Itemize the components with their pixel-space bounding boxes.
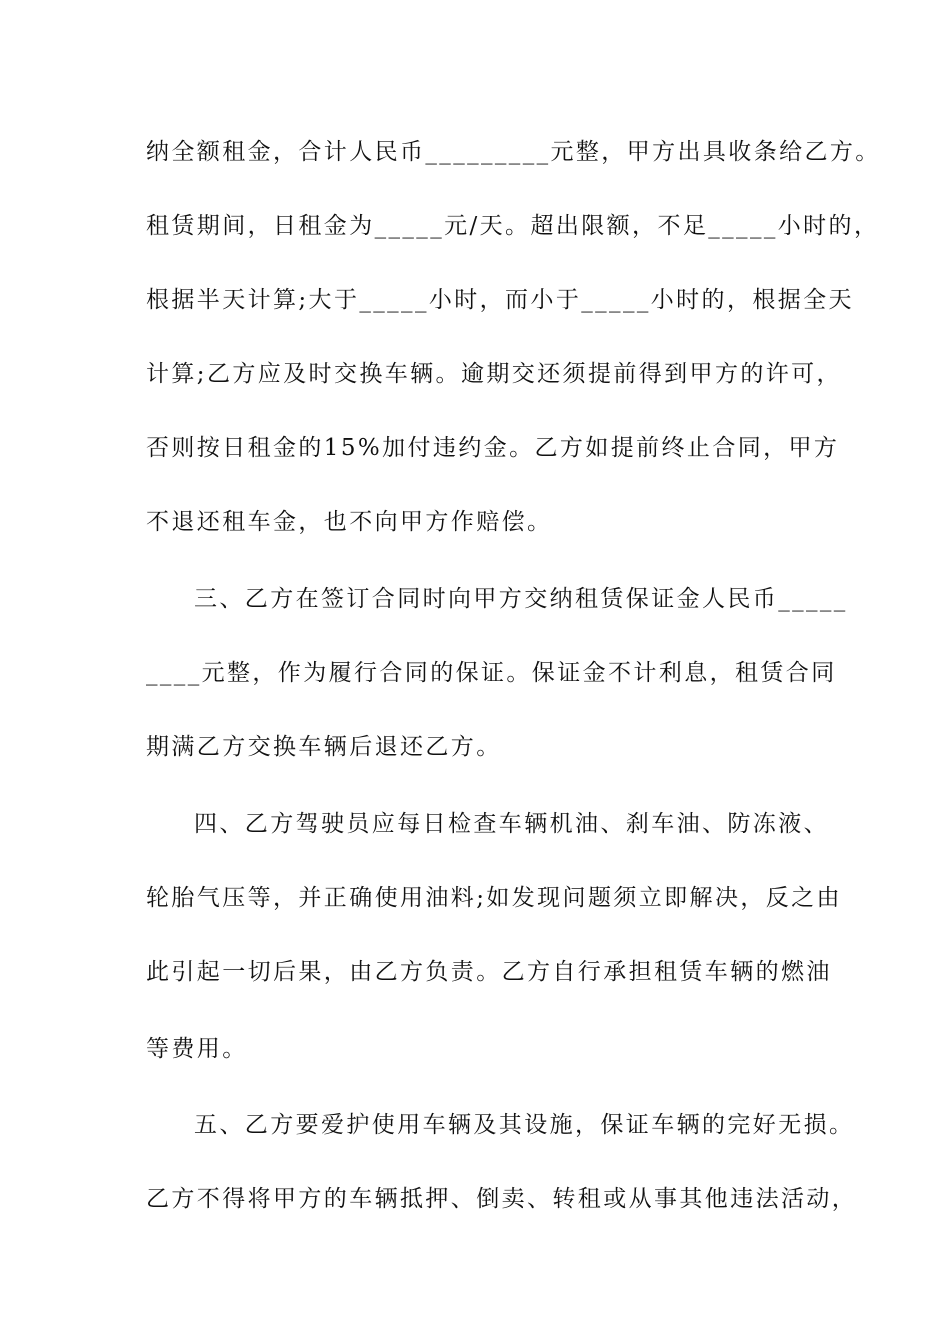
- text-line: 乙方不得将甲方的车辆抵押、倒卖、转租或从事其他违法活动，: [146, 1186, 858, 1212]
- text-line: 根据半天计算;大于_____小时，而小于_____小时的，根据全天: [146, 287, 854, 313]
- text-line: ____元整，作为履行合同的保证。保证金不计利息，租赁合同: [146, 660, 837, 686]
- text-line: 计算;乙方应及时交换车辆。逾期交还须提前得到甲方的许可，: [146, 361, 842, 387]
- text-line: 此引起一切后果，由乙方负责。乙方自行承担租赁车辆的燃油: [146, 959, 832, 985]
- paragraph-start-line: 五、乙方要爱护使用车辆及其设施，保证车辆的完好无损。: [194, 1112, 855, 1138]
- text-line: 期满乙方交换车辆后退还乙方。: [146, 734, 502, 760]
- paragraph-start-line: 三、乙方在签订合同时向甲方交纳租赁保证金人民币_____: [194, 586, 848, 612]
- text-line: 轮胎气压等，并正确使用油料;如发现问题须立即解决，反之由: [146, 885, 842, 911]
- paragraph-start-line: 四、乙方驾驶员应每日检查车辆机油、刹车油、防冻液、: [194, 811, 829, 837]
- text-line: 租赁期间，日租金为_____元/天。超出限额，不足_____小时的，: [146, 213, 880, 239]
- text-line: 不退还租车金，也不向甲方作赔偿。: [146, 509, 553, 535]
- text-line: 纳全额租金，合计人民币_________元整，甲方出具收条给乙方。: [146, 139, 881, 165]
- text-line: 否则按日租金的15%加付违约金。乙方如提前终止合同，甲方: [146, 435, 840, 461]
- text-line: 等费用。: [146, 1036, 248, 1062]
